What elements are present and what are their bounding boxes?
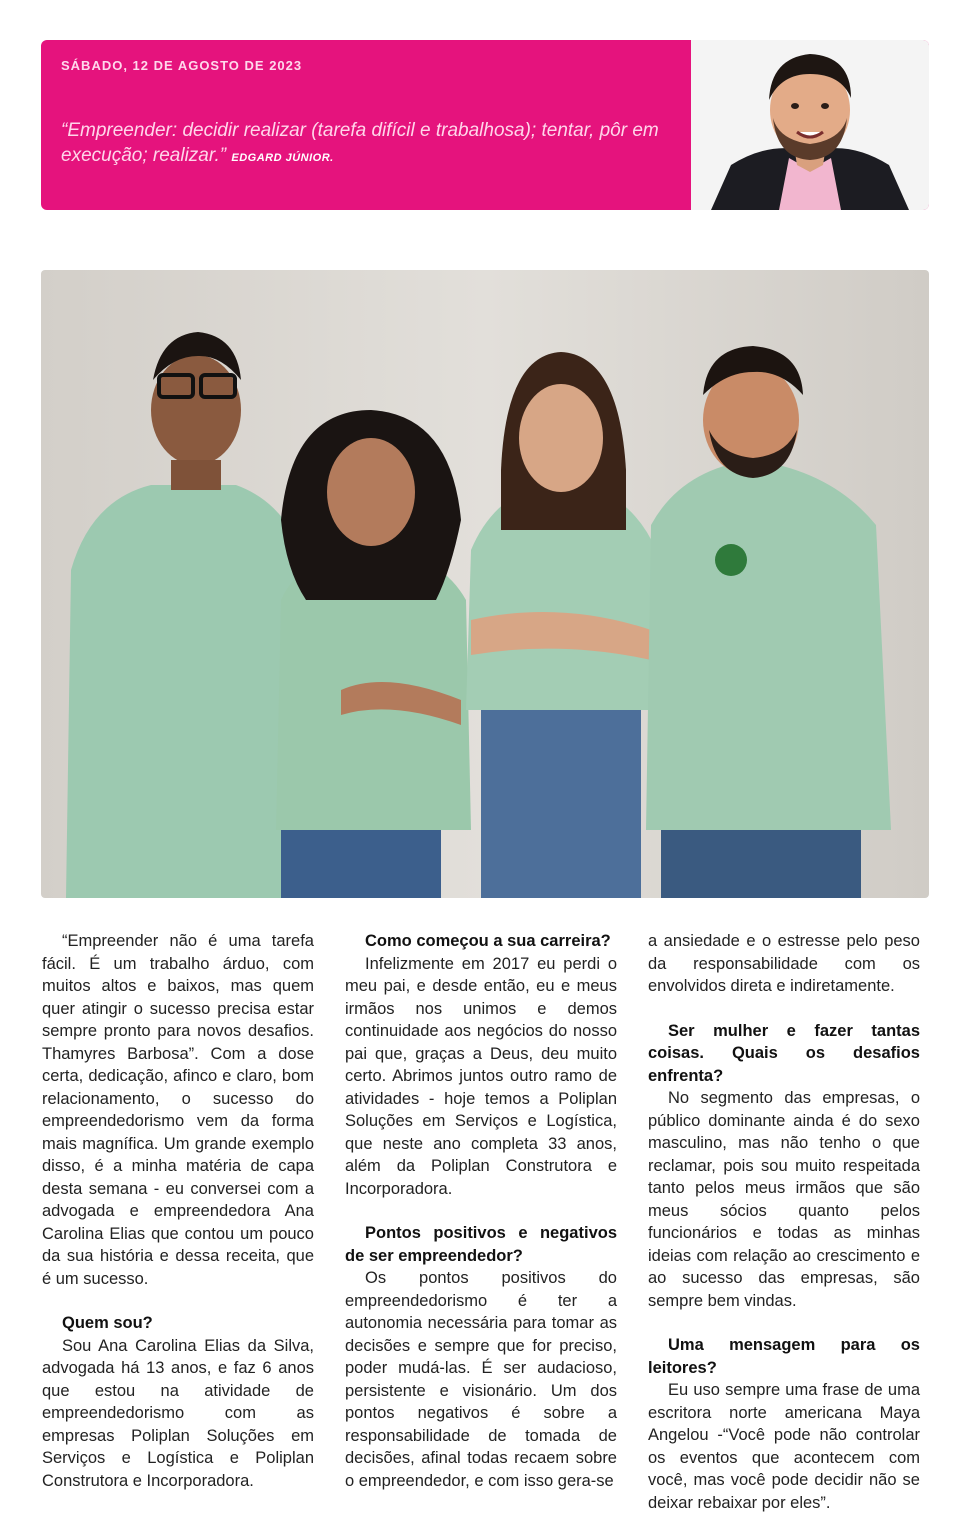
publication-date: SÁBADO, 12 DE AGOSTO DE 2023 bbox=[61, 58, 303, 73]
paragraph-quem-sou: Sou Ana Carolina Elias da Silva, advogada há 13 anos, e faz 6 anos que estou na atividade de empreendedorismo com as empresas Poliplan Soluções em Serviços e Logística e Poliplan Construtora e Incorporadora. bbox=[42, 1336, 314, 1490]
heading-quem-sou: Quem sou? bbox=[62, 1314, 153, 1332]
paragraph-mensagem: Eu uso sempre uma frase de uma escritora norte americana Maya Angelou -“Você pode não controlar os eventos que acontecem com você, mas você pode decidir não se deixar rebaixar por eles”. bbox=[648, 1381, 920, 1512]
column-header-banner bbox=[41, 40, 929, 210]
paragraph-pontos: Os pontos positivos do empreendedorismo é ter a autonomia necessária para tomar as decisões e sempre que for preciso, poder mudá-las. É ser audacioso, persistente e visionário. Um dos pontos negativos é sobre a responsabilidade de tomada de decisões, afinal todas recaem sobre o empreendedor, e com isso gera-se bbox=[345, 1269, 617, 1490]
header-quote bbox=[61, 118, 661, 171]
article-column-3 bbox=[648, 930, 920, 1514]
article-column-2 bbox=[345, 930, 617, 1492]
article-column-1 bbox=[42, 930, 314, 1492]
intro-paragraph: “Empreender não é uma tarefa fácil. É um trabalho árduo, com muitos altos e baixos, mas quem quer atingir o sucesso precisa estar sempre pronto para novos desafios. Thamyres Barbosa”. Com a dose certa, dedicação, afinco e claro, bom relacionamento, o sucesso do empreendedorismo vem da forma mais magnífica. Um grande exemplo disso, é a minha matéria de capa desta semana - eu conversei com a advogada e empreendedora Ana Carolina Elias que contou um pouco da sua história e dessa receita, que é um sucesso. bbox=[42, 932, 314, 1288]
cover-photo bbox=[41, 270, 929, 898]
paragraph-ser-mulher: No segmento das empresas, o público dominante ainda é do sexo masculino, mas não tenho o que reclamar, pois sou muito respeitada tanto pelos meus irmãos que são meus sócios quanto pelos funcionários e todas as minhas ideias com relação ao crescimento e ao sucesso das empresas, são sempre bem vindas. bbox=[648, 1089, 920, 1310]
quote-text: “Empreender: decidir realizar (tarefa difícil e trabalhosa); tentar, pôr em execução; realizar.” bbox=[61, 120, 659, 166]
heading-mensagem: Uma mensagem para os leitores? bbox=[648, 1336, 920, 1377]
quote-author: EDGARD JÚNIOR. bbox=[231, 152, 334, 164]
heading-carreira: Como começou a sua carreira? bbox=[365, 932, 611, 950]
paragraph-continuation: a ansiedade e o estresse pelo peso da responsabilidade com os envolvidos direta e indiretamente. bbox=[648, 932, 920, 995]
person-second-woman bbox=[276, 410, 471, 898]
heading-pontos: Pontos positivos e negativos de ser empreendedor? bbox=[345, 1224, 617, 1265]
columnist-portrait bbox=[691, 40, 929, 210]
heading-ser-mulher: Ser mulher e fazer tantas coisas. Quais os desafios enfrenta? bbox=[648, 1021, 920, 1085]
paragraph-carreira: Infelizmente em 2017 eu perdi o meu pai, e desde então, eu e meus irmãos nos unimos e demos continuidade aos negócios do nosso pai que, graças a Deus, deu muito certo. Abrimos juntos outro ramo de atividades - hoje temos a Poliplan Soluções em Serviços e Logística, que neste ano completa 33 anos, além da Poliplan Construtora e Incorporadora. bbox=[345, 954, 617, 1198]
group-photo-image bbox=[41, 270, 929, 898]
